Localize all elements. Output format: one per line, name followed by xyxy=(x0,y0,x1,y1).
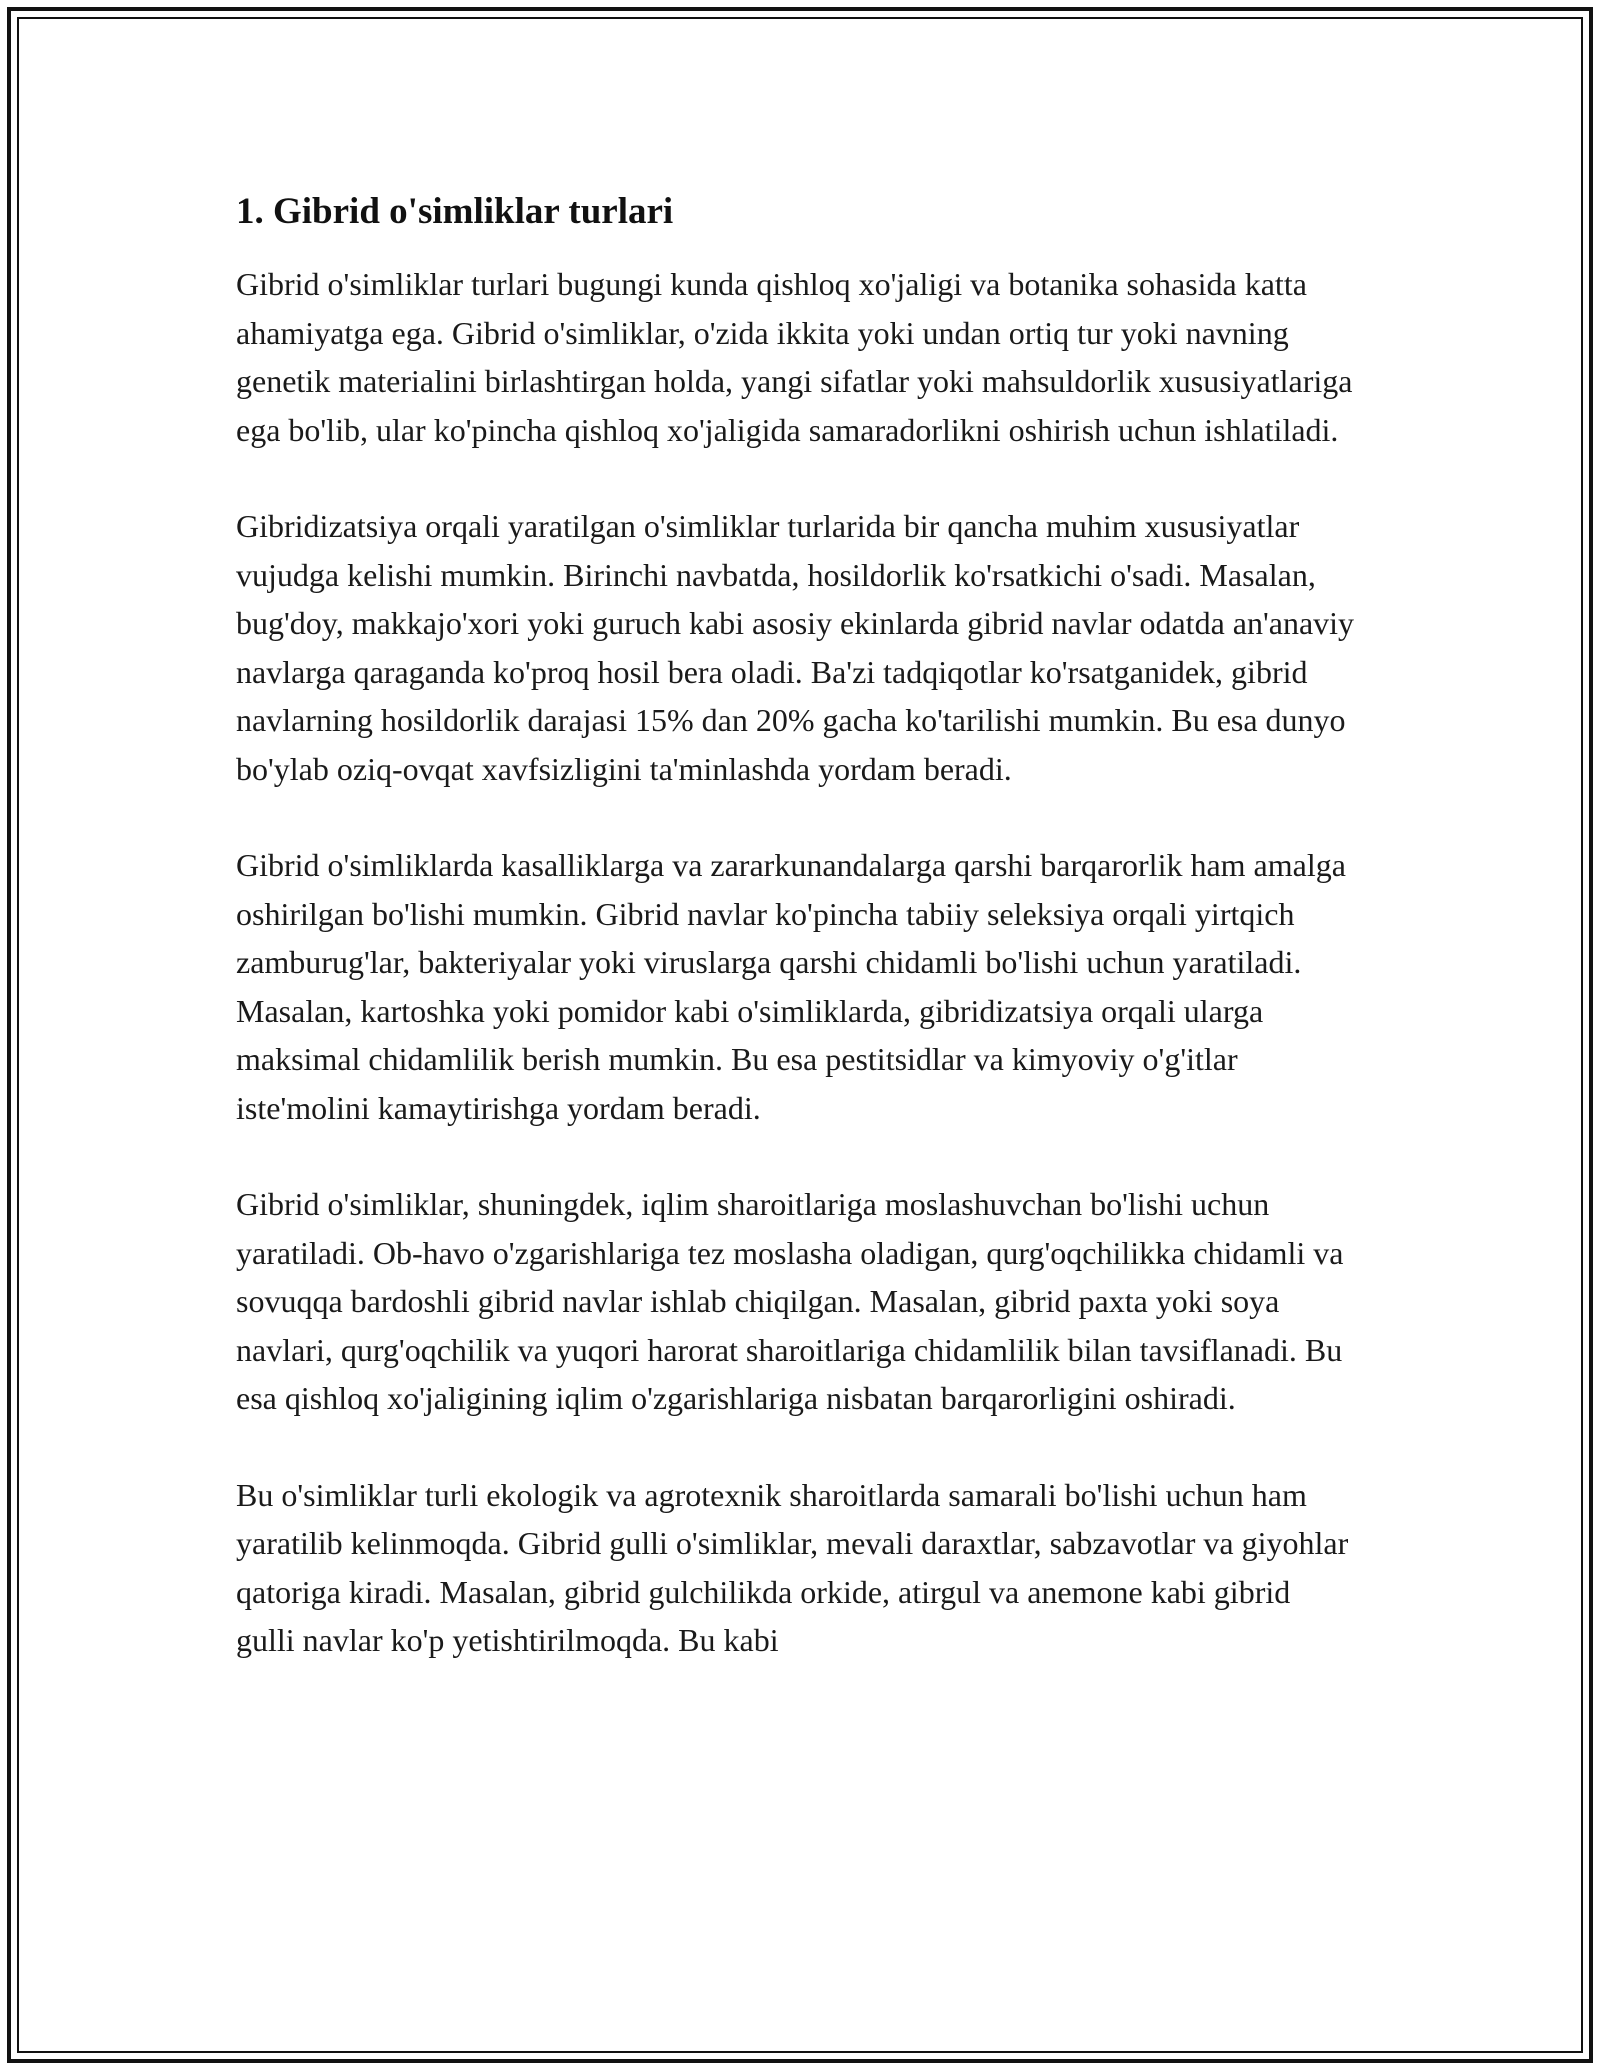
paragraph-2: Gibridizatsiya orqali yaratilgan o'simliklar turlarida bir qancha muhim xususiyatlar vujudga kelishi mumkin. Birinchi navbatda, hosildorlik ko'rsatkichi o'sadi. Masalan, bug'doy, makkajo'xori yoki guruch kabi asosiy ekinlarda gibrid navlar odatda an'anaviy navlarga qaraganda ko'proq hosil bera oladi. Ba'zi tadqiqotlar ko'rsatganidek, gibrid navlarning hosildorlik darajasi 15% dan 20% gacha ko'tarilishi mumkin. Bu esa dunyo bo'ylab oziq-ovqat xavfsizligini ta'minlashda yordam beradi. xyxy=(236,508,1355,787)
document-body xyxy=(236,186,1356,1713)
document-title: 1. Gibrid o'simliklar turlari xyxy=(236,191,674,232)
paragraph-5: Bu o'simliklar turli ekologik va agrotexnik sharoitlarda samarali bo'lishi uchun ham yaratilib kelinmoqda. Gibrid gulli o'simliklar, mevali daraxtlar, sabzavotlar va giyohlar qatoriga kiradi. Masalan, gibrid gulchilikda orkide, atirgul va anemone kabi gibrid gulli navlar ko'p yetishtirilmoqda. Bu kabi xyxy=(236,1476,1349,1658)
paragraph-4: Gibrid o'simliklar, shuningdek, iqlim sharoitlariga moslashuvchan bo'lishi uchun yaratiladi. Ob-havo o'zgarishlariga tez moslasha oladigan, qurg'oqchilikka chidamli va sovuqqa bardoshli gibrid navlar ishlab chiqilgan. Masalan, gibrid paxta yoki soya navlari, qurg'oqchilik va yuqori harorat sharoitlariga chidamlilik bilan tavsiflanadi. Bu esa qishloq xo'jaligining iqlim o'zgarishlariga nisbatan barqarorligini oshiradi. xyxy=(236,1186,1344,1416)
paragraph-3: Gibrid o'simliklarda kasalliklarga va zararkunandalarga qarshi barqarorlik ham amalga oshirilgan bo'lishi mumkin. Gibrid navlar ko'pincha tabiiy seleksiya orqali yirtqich zamburug'lar, bakteriyalar yoki viruslarga qarshi chidamli bo'lishi uchun yaratiladi. Masalan, kartoshka yoki pomidor kabi o'simliklarda, gibridizatsiya orqali ularga maksimal chidamlilik berish mumkin. Bu esa pestitsidlar va kimyoviy o'g'itlar iste'molini kamaytirishga yordam beradi. xyxy=(236,847,1346,1126)
paragraph-1: Gibrid o'simliklar turlari bugungi kunda qishloq xo'jaligi va botanika sohasida katta ahamiyatga ega. Gibrid o'simliklar, o'zida ikkita yoki undan ortiq tur yoki navning genetik materialini birlashtirgan holda, yangi sifatlar yoki mahsuldorlik xususiyatlariga ega bo'lib, ular ko'pincha qishloq xo'jaligida samaradorlikni oshirish uchun ishlatiladi. xyxy=(236,266,1353,448)
